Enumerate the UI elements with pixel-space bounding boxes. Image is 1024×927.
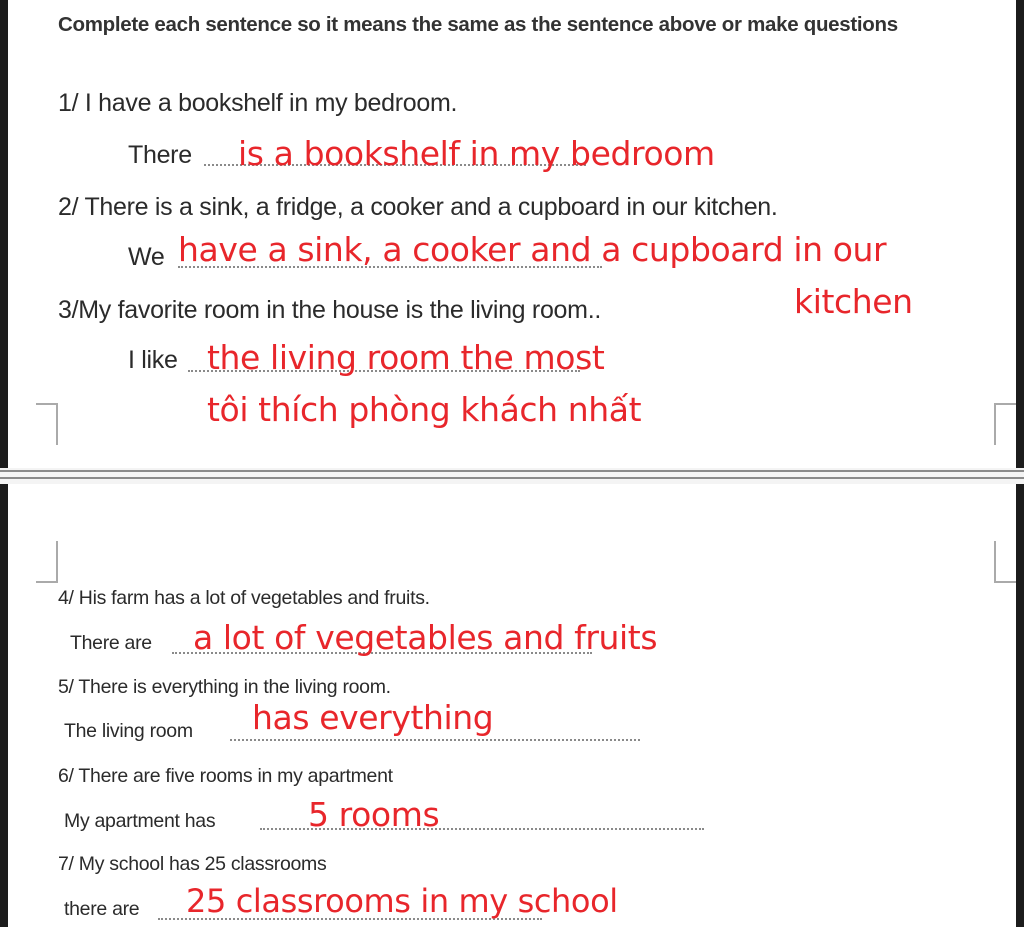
- item-7-lead: there are: [64, 898, 140, 920]
- item-1-lead: There: [128, 141, 192, 169]
- item-3-answer: the living room the most: [207, 338, 605, 377]
- right-margin: [1016, 0, 1024, 927]
- item-4-lead: There are: [70, 632, 152, 654]
- item-2-answer-continued: kitchen: [794, 282, 913, 321]
- page-corner-mark: [36, 403, 58, 445]
- item-1-answer: is a bookshelf in my bedroom: [238, 134, 715, 173]
- item-5-lead: The living room: [64, 720, 193, 742]
- item-3-prompt: 3/My favorite room in the house is the living room..: [58, 296, 601, 324]
- instruction-text: Complete each sentence so it means the same as the sentence above or make questions: [58, 13, 898, 36]
- item-2-prompt: 2/ There is a sink, a fridge, a cooker and a cupboard in our kitchen.: [58, 193, 778, 221]
- item-3-note: tôi thích phòng khách nhất: [207, 390, 642, 429]
- item-6-answer: 5 rooms: [308, 795, 440, 834]
- item-6-prompt: 6/ There are five rooms in my apartment: [58, 765, 393, 787]
- item-5-answer-line: [230, 739, 640, 741]
- item-1-prompt: 1/ I have a bookshelf in my bedroom.: [58, 89, 458, 117]
- page-corner-mark: [994, 541, 1016, 583]
- item-4-prompt: 4/ His farm has a lot of vegetables and fruits.: [58, 587, 430, 609]
- item-4-answer: a lot of vegetables and fruits: [193, 618, 658, 657]
- page-corner-mark: [994, 403, 1016, 445]
- left-margin: [0, 0, 8, 927]
- page-break: [0, 468, 1024, 484]
- item-7-answer: 25 classrooms in my school: [186, 882, 618, 920]
- item-7-prompt: 7/ My school has 25 classrooms: [58, 853, 327, 875]
- item-3-lead: I like: [128, 346, 178, 374]
- item-5-prompt: 5/ There is everything in the living room.: [58, 676, 391, 698]
- item-2-answer: have a sink, a cooker and a cupboard in our: [178, 230, 887, 269]
- item-6-lead: My apartment has: [64, 810, 216, 832]
- item-2-lead: We: [128, 243, 165, 271]
- page-corner-mark: [36, 541, 58, 583]
- item-5-answer: has everything: [252, 698, 494, 737]
